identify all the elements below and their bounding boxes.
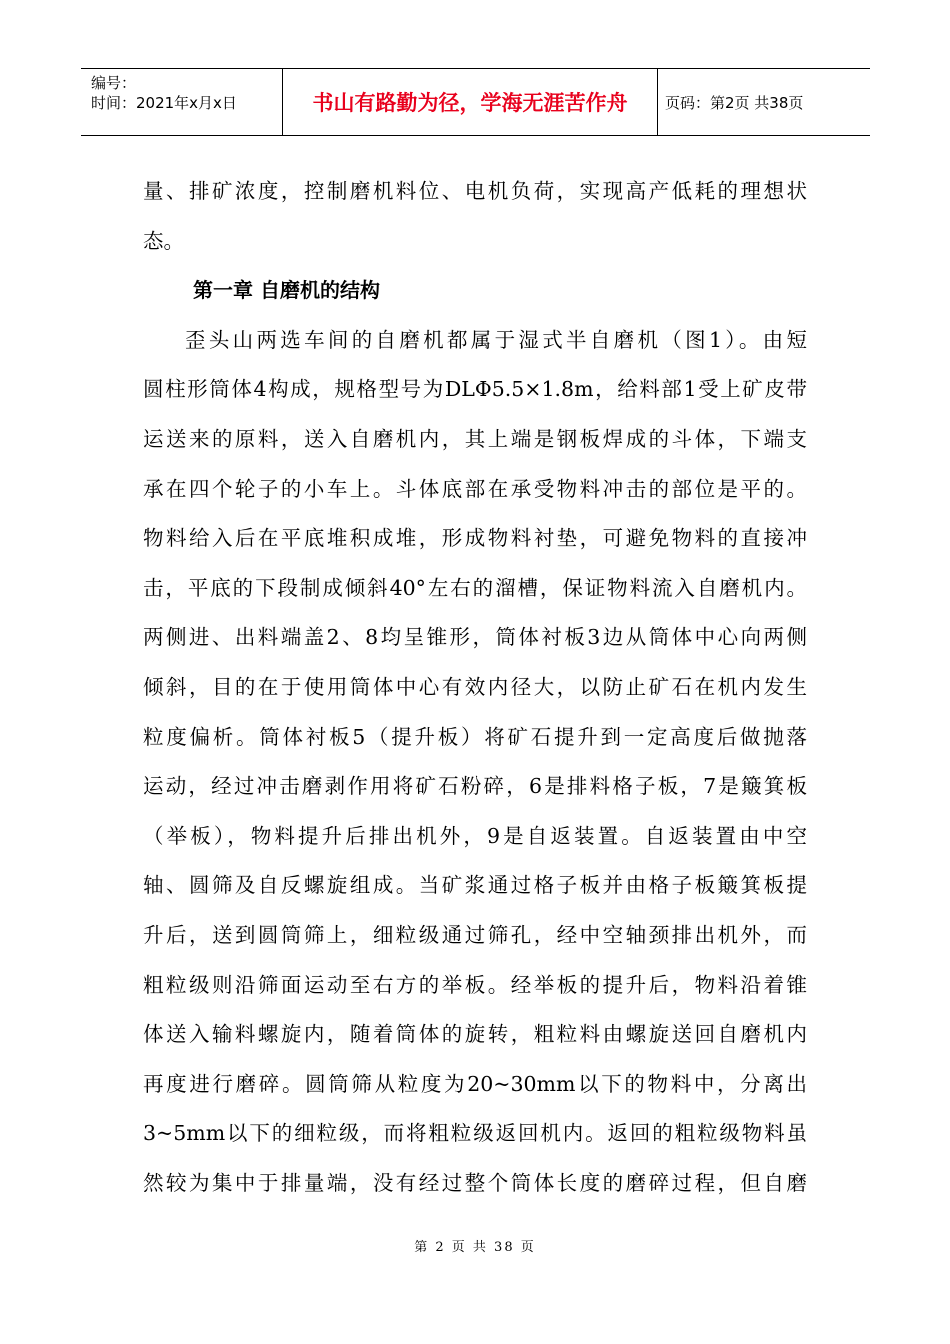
document-time-label: 时间：2021年x月x日 <box>91 94 237 112</box>
text-line: （举板），物料提升后排出机外，9是自返装置。自返装置由中空 <box>143 823 807 848</box>
text-line: 体送入输料螺旋内，随着筒体的旋转，粗粒料由螺旋送回自磨机内 <box>143 1022 807 1047</box>
text-line: 倾斜，目的在于使用筒体中心有效内径大，以防止矿石在机内发生 <box>143 674 807 699</box>
text-line: 承在四个轮子的小车上。斗体底部在承受物料冲击的部位是平的。 <box>143 476 807 501</box>
text-line: 圆柱形筒体4构成，规格型号为DLΦ5.5×1.8m，给料部1受上矿皮带 <box>143 377 807 402</box>
page-footer: 第 2 页 共 38 页 <box>414 1240 536 1255</box>
text-line: 运动，经过冲击磨剥作用将矿石粉碎，6是排料格子板，7是簸箕板 <box>143 774 807 799</box>
text-line: 物料给入后在平底堆积成堆，形成物料衬垫，可避免物料的直接冲 <box>143 526 807 551</box>
header-motto: 书山有路勤为径，学海无涯苦作舟 <box>283 69 658 135</box>
text-line: 粒度偏析。筒体衬板5（提升板）将矿石提升到一定高度后做抛落 <box>143 724 807 749</box>
text-line: 升后，送到圆筒筛上，细粒级通过筛孔，经中空轴颈排出机外，而 <box>143 922 807 947</box>
chapter-title: 第一章 自磨机的结构 <box>193 278 380 303</box>
text-line: 粗粒级则沿筛面运动至右方的举板。经举板的提升后，物料沿着锥 <box>143 972 807 997</box>
text-line: 两侧进、出料端盖2、8均呈锥形，筒体衬板3边从筒体中心向两侧 <box>143 625 807 650</box>
text-line: 然较为集中于排量端，没有经过整个筒体长度的磨碎过程，但自磨 <box>143 1170 807 1195</box>
text-line: 击，平底的下段制成倾斜40°左右的溜槽，保证物料流入自磨机内。 <box>143 575 807 600</box>
text-line: 运送来的原料，送入自磨机内，其上端是钢板焊成的斗体，下端支 <box>143 426 807 451</box>
intro-paragraph <box>143 167 807 266</box>
text-line: 再度进行磨碎。圆筒筛从粒度为20~30mm以下的物料中，分离出 <box>143 1071 807 1096</box>
document-number-label: 编号： <box>91 74 137 92</box>
header-page-info: 页码：第2页 共38页 <box>665 93 804 112</box>
document-body <box>143 167 807 1208</box>
page-header <box>81 68 870 136</box>
text-line: 轴、圆筛及自反螺旋组成。当矿浆通过格子板并由格子板簸箕板提 <box>143 873 807 898</box>
text-line: 量、排矿浓度，控制磨机料位、电机负荷，实现高产低耗的理想状 <box>143 179 807 203</box>
text-line: 歪头山两选车间的自磨机都属于湿式半自磨机（图1）。由短 <box>185 327 807 352</box>
structure-paragraph <box>143 316 807 1209</box>
text-line: 态。 <box>143 228 184 253</box>
header-meta <box>81 69 283 135</box>
text-line: 3~5mm以下的细粒级，而将粗粒级返回机内。返回的粗粒级物料虽 <box>143 1121 807 1146</box>
